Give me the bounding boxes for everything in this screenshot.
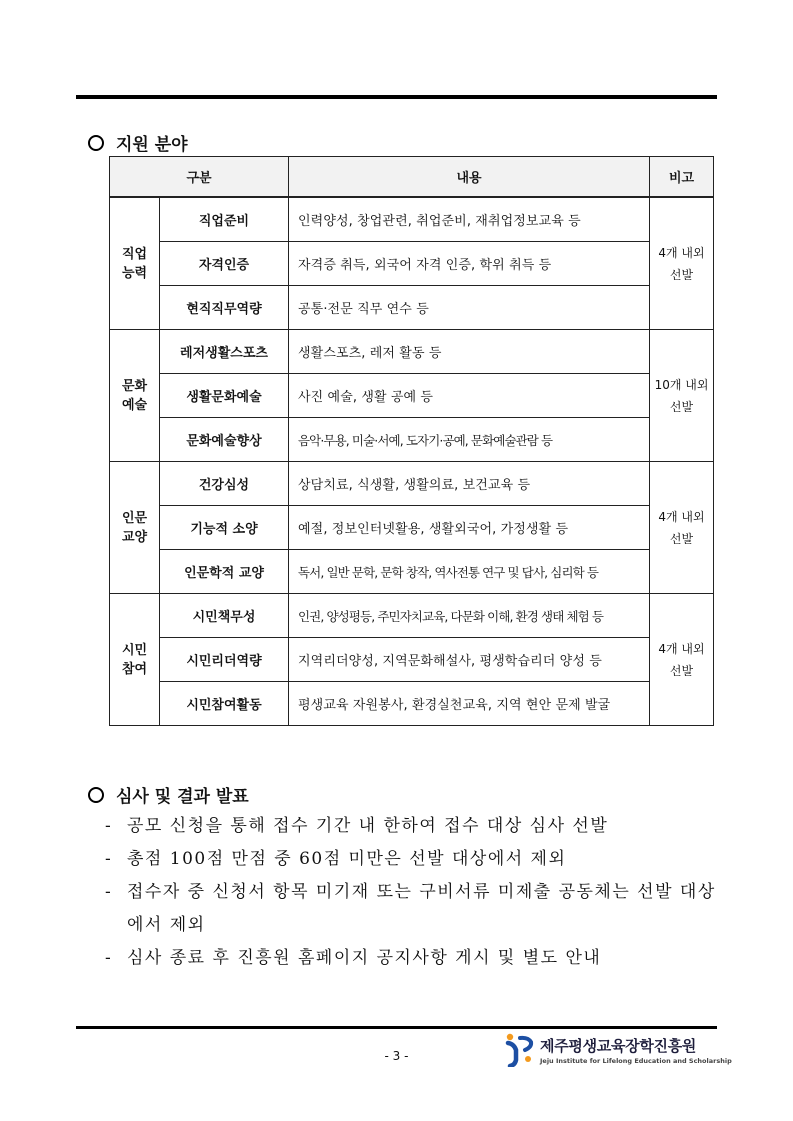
jeju-logo-icon [505,1033,535,1067]
sub-category: 현직직무역량 [160,286,289,330]
dash-bullet: - [105,849,113,869]
sub-category: 시민참여활동 [160,682,289,726]
header-note: 비고 [650,157,714,198]
header-category: 구분 [110,157,289,198]
sub-category: 인문학적 교양 [160,550,289,594]
content-cell: 자격증 취득, 외국어 자격 인증, 학위 취득 등 [289,242,650,286]
content-cell: 독서, 일반 문학, 문학 창작, 역사전통 연구 및 답사, 심리학 등 [289,550,650,594]
sub-category: 생활문화예술 [160,374,289,418]
table-row [110,330,714,374]
sub-category: 시민책무성 [160,594,289,638]
group-name: 시민 참여 [110,594,160,726]
table-row [110,550,714,594]
section-title-text: 심사 및 결과 발표 [116,787,249,807]
content-cell: 예절, 정보인터넷활용, 생활외국어, 가정생활 등 [289,506,650,550]
content-cell: 생활스포츠, 레저 활동 등 [289,330,650,374]
top-rule [76,95,717,99]
bottom-rule [76,1026,717,1029]
note-cell: 4개 내외 선발 [650,594,714,726]
content-cell: 사진 예술, 생활 공예 등 [289,374,650,418]
dash-bullet: - [105,882,113,902]
sub-category: 기능적 소양 [160,506,289,550]
table-row [110,286,714,330]
list-item: - 공모 신청을 통해 접수 기간 내 한하여 접수 대상 심사 선발 [105,810,727,843]
note-cell: 10개 내외 선발 [650,330,714,462]
content-cell: 공통·전문 직무 연수 등 [289,286,650,330]
group-name: 직업 능력 [110,197,160,330]
content-cell: 평생교육 자원봉사, 환경실천교육, 지역 현안 문제 발굴 [289,682,650,726]
list-item: - 접수자 중 신청서 항목 미기재 또는 구비서류 미제출 공동체는 선발 대상에서 제외 [105,876,727,942]
content-cell: 상담치료, 식생활, 생활의료, 보건교육 등 [289,462,650,506]
dash-bullet: - [105,948,113,968]
sub-category: 레저생활스포츠 [160,330,289,374]
section-title-review [88,782,249,807]
content-cell: 음악·무용, 미술·서예, 도자기·공예, 문화예술관람 등 [289,418,650,462]
content-cell: 지역리더양성, 지역문화해설사, 평생학습리더 양성 등 [289,638,650,682]
org-name-en: Jeju Institute for Lifelong Education and Scholarship [540,1057,732,1065]
note-cell: 4개 내외 선발 [650,197,714,330]
org-name-ko: 제주평생교육장학진흥원 [540,1037,697,1055]
content-cell: 인력양성, 창업관련, 취업준비, 재취업정보교육 등 [289,197,650,242]
group-name: 문화 예술 [110,330,160,462]
content-cell: 인권, 양성평등, 주민자치교육, 다문화 이해, 환경 생태 체험 등 [289,594,650,638]
section-title-support-fields [88,130,188,155]
dash-bullet: - [105,816,113,836]
table-row [110,197,714,242]
table-row [110,682,714,726]
org-logo [505,1033,732,1067]
page-number: - 3 - [384,1049,409,1063]
review-list [105,810,727,975]
support-fields-table [109,156,714,726]
table-row [110,242,714,286]
header-content: 내용 [289,157,650,198]
list-item: - 심사 종료 후 진흥원 홈페이지 공지사항 게시 및 별도 안내 [105,942,727,975]
circle-bullet-icon [88,787,104,803]
table-row [110,594,714,638]
table-row [110,374,714,418]
sub-category: 건강심성 [160,462,289,506]
list-item: - 총점 100점 만점 중 60점 미만은 선발 대상에서 제외 [105,843,727,876]
section-title-text: 지원 분야 [116,135,188,155]
table-row [110,418,714,462]
circle-bullet-icon [88,135,104,151]
sub-category: 직업준비 [160,197,289,242]
table-row [110,462,714,506]
sub-category: 문화예술향상 [160,418,289,462]
table-row [110,638,714,682]
note-cell: 4개 내외 선발 [650,462,714,594]
sub-category: 자격인증 [160,242,289,286]
group-name: 인문 교양 [110,462,160,594]
sub-category: 시민리더역량 [160,638,289,682]
table-row [110,506,714,550]
table-header-row [110,157,714,198]
